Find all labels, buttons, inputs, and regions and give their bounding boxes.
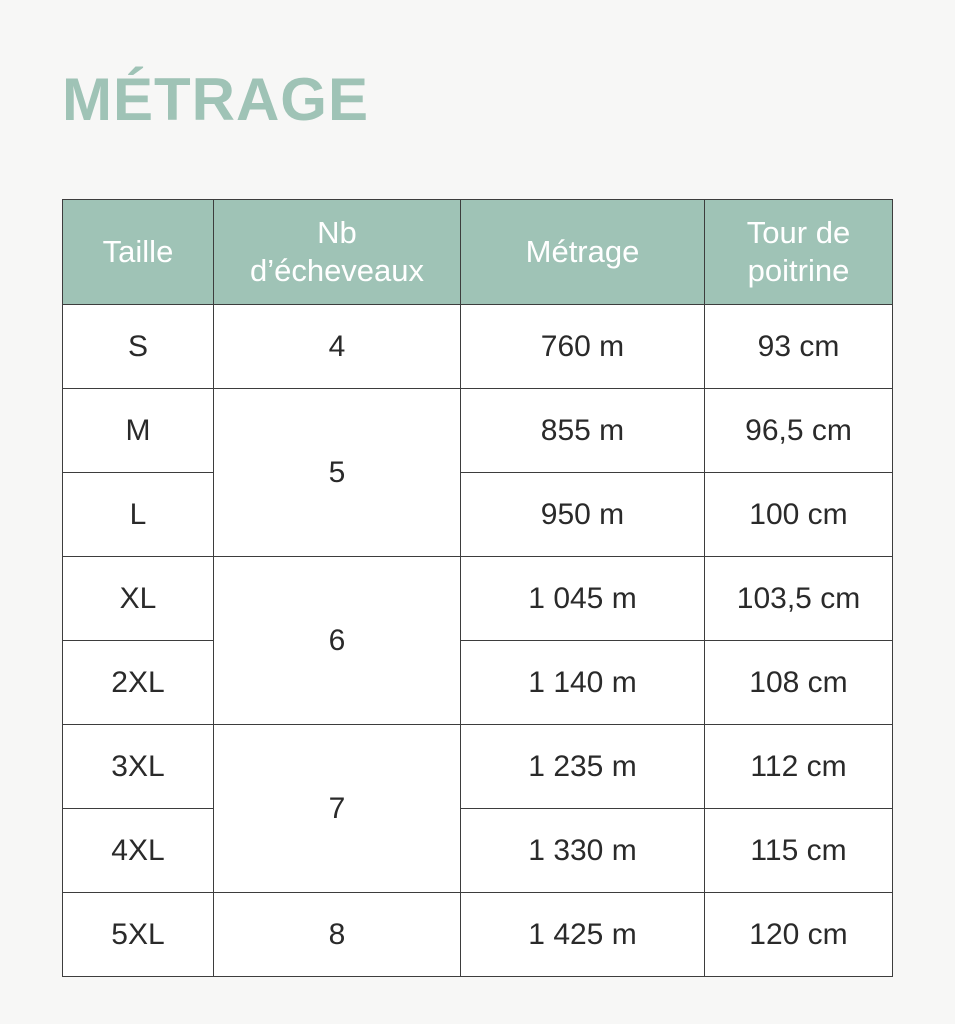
chest-cell: 115 cm <box>705 809 893 893</box>
yardage-table <box>62 199 893 977</box>
table-row <box>63 641 893 725</box>
size-cell: L <box>63 473 214 557</box>
length-cell: 1 235 m <box>461 725 705 809</box>
page-title: MÉTRAGE <box>62 66 369 133</box>
length-cell: 1 045 m <box>461 557 705 641</box>
header-size: Taille <box>63 200 214 305</box>
skeins-cell: 4 <box>214 305 461 389</box>
skeins-cell: 8 <box>214 893 461 977</box>
length-cell: 1 425 m <box>461 893 705 977</box>
header-length: Métrage <box>461 200 705 305</box>
header-skeins-line2: d’écheveaux <box>249 253 425 288</box>
size-cell: XL <box>63 557 214 641</box>
size-cell: 2XL <box>63 641 214 725</box>
table-row <box>63 389 893 473</box>
skeins-cell: 5 <box>214 389 461 557</box>
size-cell: 4XL <box>63 809 214 893</box>
chest-cell: 112 cm <box>705 725 893 809</box>
header-chest-line1: Tour de <box>746 215 851 250</box>
header-chest <box>705 200 893 305</box>
table-row <box>63 809 893 893</box>
size-cell: 5XL <box>63 893 214 977</box>
table-row <box>63 725 893 809</box>
chest-cell: 100 cm <box>705 473 893 557</box>
skeins-cell: 6 <box>214 557 461 725</box>
size-cell: M <box>63 389 214 473</box>
table-row <box>63 473 893 557</box>
size-cell: 3XL <box>63 725 214 809</box>
length-cell: 1 330 m <box>461 809 705 893</box>
length-cell: 760 m <box>461 305 705 389</box>
chest-cell: 96,5 cm <box>705 389 893 473</box>
chest-cell: 103,5 cm <box>705 557 893 641</box>
table-row <box>63 305 893 389</box>
chest-cell: 120 cm <box>705 893 893 977</box>
header-chest-line2: poitrine <box>747 253 850 288</box>
table-row <box>63 557 893 641</box>
table-row <box>63 893 893 977</box>
table-header-row <box>63 200 893 305</box>
chest-cell: 93 cm <box>705 305 893 389</box>
length-cell: 1 140 m <box>461 641 705 725</box>
header-skeins <box>214 200 461 305</box>
header-skeins-line1: Nb <box>317 215 357 250</box>
size-cell: S <box>63 305 214 389</box>
length-cell: 855 m <box>461 389 705 473</box>
length-cell: 950 m <box>461 473 705 557</box>
skeins-cell: 7 <box>214 725 461 893</box>
chest-cell: 108 cm <box>705 641 893 725</box>
